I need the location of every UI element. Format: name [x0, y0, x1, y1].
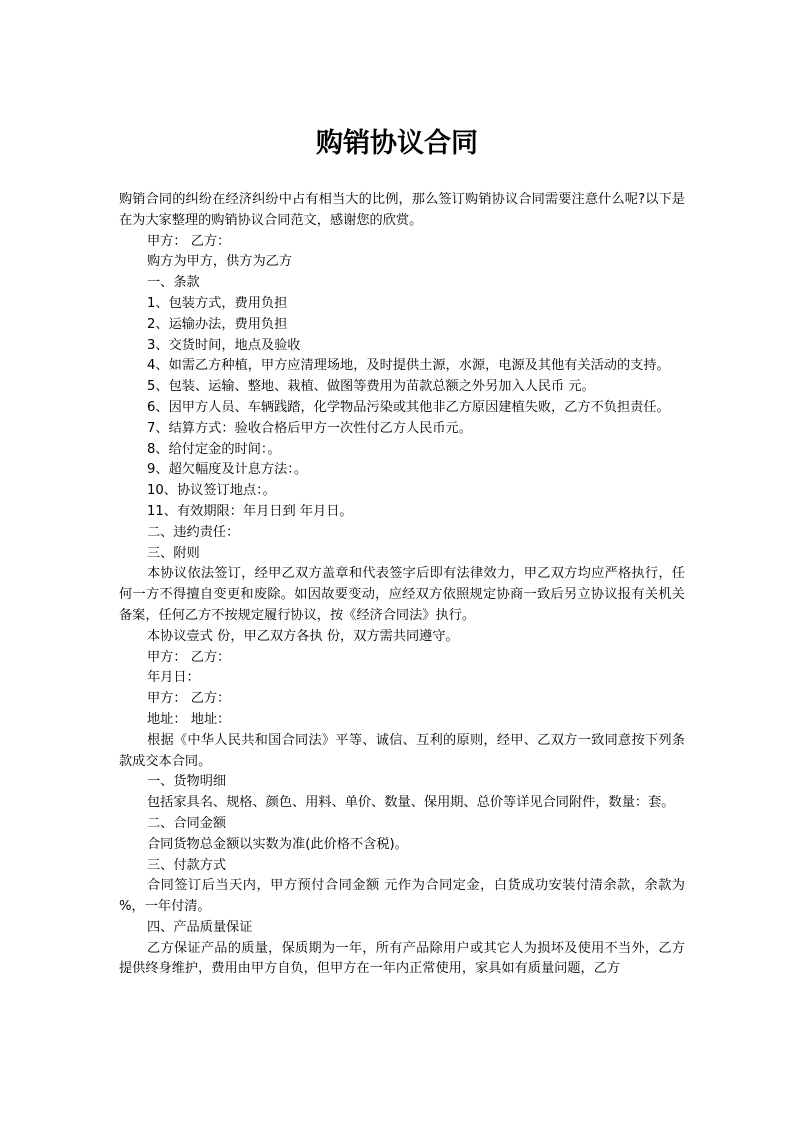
body-paragraph: 三、附则: [147, 545, 200, 561]
body-paragraph: 1、包装方式，费用负担: [147, 295, 288, 311]
body-paragraph: 一、条款: [147, 275, 200, 291]
document-title: 购销协议合同: [316, 128, 478, 159]
body-paragraph: 地址： 地址：: [147, 711, 231, 727]
body-paragraph: 6、因甲方人员、车辆践踏，化学物品污染或其他非乙方原因建植失败，乙方不负担责任。: [147, 399, 670, 415]
body-paragraph: 三、付款方式: [147, 857, 227, 873]
body-paragraph: 乙方保证产品的质量，保质期为一年，所有产品除用户或其它人为损坏及使用不当外，乙方提供终身维护，费用由甲方自负，但甲方在一年内正常使用，家具如有质量问题，乙方: [119, 940, 685, 977]
body-paragraph: 2、运输办法，费用负担: [147, 316, 288, 332]
body-paragraph: 甲方： 乙方：: [147, 649, 231, 665]
body-paragraph: 二、违约责任：: [147, 524, 240, 540]
body-paragraph: 年月日：: [147, 670, 200, 686]
body-paragraph: 甲方： 乙方：: [147, 233, 231, 249]
body-paragraph: 3、交货时间，地点及验收: [147, 337, 301, 353]
body-paragraph: 10、协议签订地点：。: [147, 483, 276, 499]
document-body: [119, 190, 685, 980]
body-paragraph: 7、结算方式：验收合格后甲方一次性付乙方人民币元。: [147, 420, 472, 436]
body-paragraph: 合同签订后当天内，甲方预付合同金额 元作为合同定金，白货成功安装付清余款，余款为 %，一年付清。: [119, 878, 685, 915]
body-paragraph: 本协议壹式 份，甲乙双方各执 份，双方需共同遵守。: [147, 628, 459, 644]
body-paragraph: 5、包装、运输、整地、栽植、做图等费用为苗款总额之外另加入人民币 元。: [147, 379, 595, 395]
body-paragraph: 合同货物总金额以实数为准(此价格不含税)。: [147, 836, 408, 852]
body-paragraph: 9、超欠幅度及计息方法：。: [147, 462, 308, 478]
body-paragraph: 4、如需乙方种植，甲方应清理场地，及时提供土源，水源，电源及其他有关活动的支持。: [147, 358, 670, 374]
body-paragraph: 甲方： 乙方：: [147, 691, 231, 707]
body-paragraph: 11、有效期限：年月日到 年月日。: [147, 503, 353, 519]
body-paragraph: 购销合同的纠纷在经济纠纷中占有相当大的比例，那么签订购销协议合同需要注意什么呢?以下是在为大家整理的购销协议合同范文，感谢您的欣赏。: [119, 192, 685, 228]
body-paragraph: 根据《中华人民共和国合同法》平等、诚信、互利的原则，经甲、乙双方一致同意按下列条款成交本合同。: [119, 732, 685, 769]
body-paragraph: 包括家具名、规格、颜色、用料、单价、数量、保用期、总价等详见合同附件，数量：套。: [147, 795, 675, 811]
body-paragraph: 四、产品质量保证: [147, 919, 253, 935]
body-paragraph: 二、合同金额: [147, 815, 227, 831]
body-paragraph: 8、给付定金的时间：。: [147, 441, 281, 457]
body-paragraph: 购方为甲方，供方为乙方: [147, 254, 293, 270]
body-paragraph: 一、货物明细: [147, 774, 227, 790]
body-paragraph: 本协议依法签订，经甲乙双方盖章和代表签字后即有法律效力，甲乙双方均应严格执行，任何一方不得擅自变更和废除。如因故要变动，应经双方依照规定协商一致后另立协议报有关机关备案，任何乙方不按规定履行协议，按《经济合同法》执行。: [119, 566, 685, 623]
